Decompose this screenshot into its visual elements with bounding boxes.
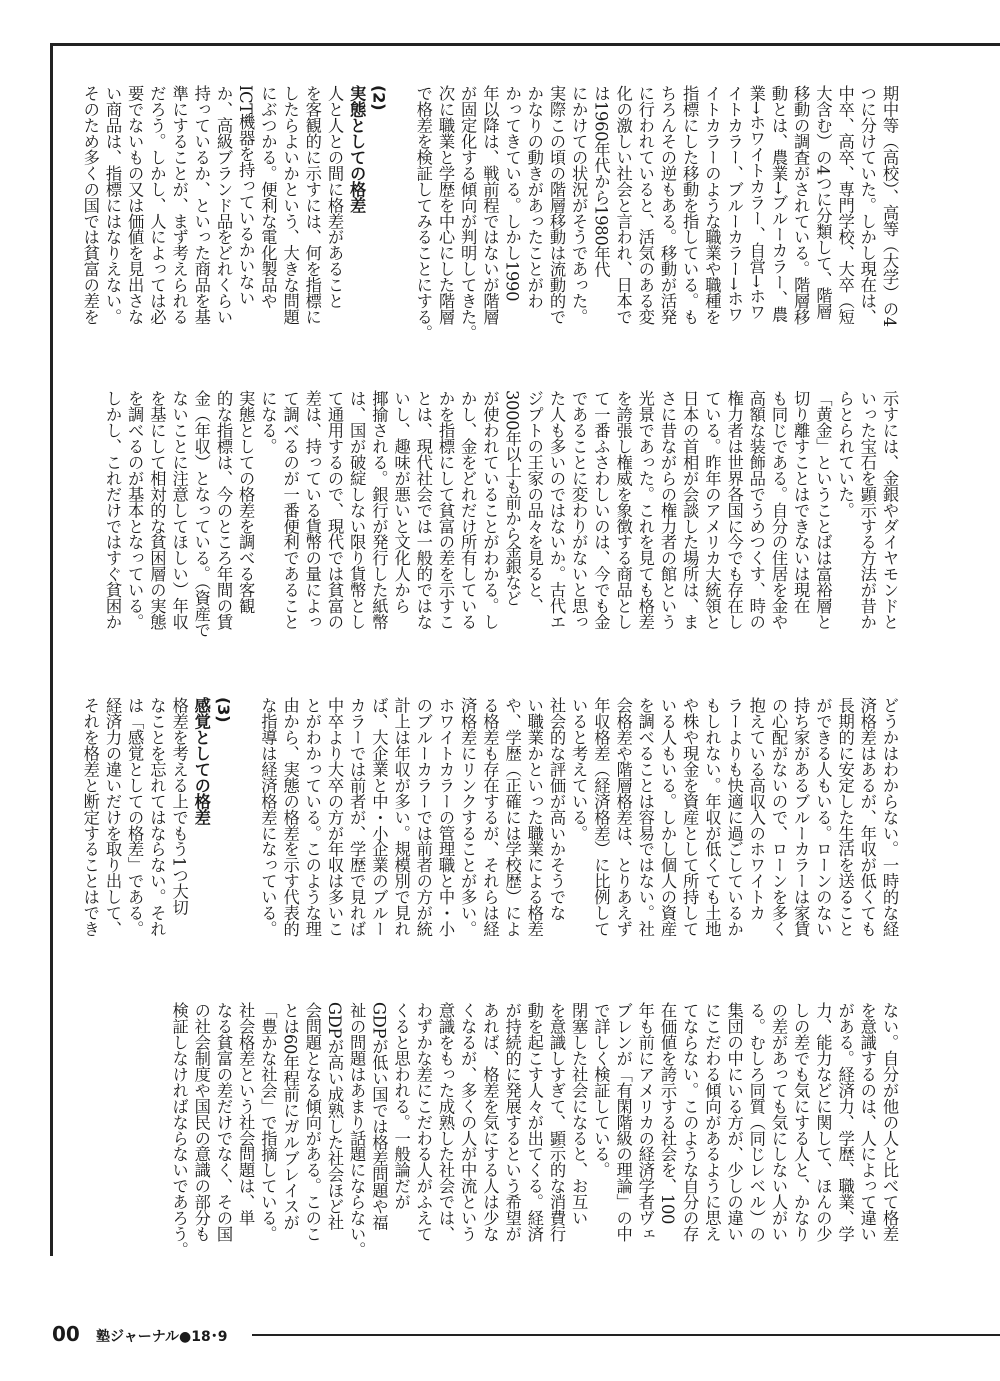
text-column: ブレンが「有閑階級の理論」の中 [613, 1002, 633, 1242]
text-column: したらよいかという、大きな問題 [280, 85, 300, 325]
text-column: なことを忘れてはならない。それ [147, 697, 167, 937]
text-column: もしれない。年収が低くても土地 [702, 697, 722, 937]
text-column: かってきている。しかし1990 [502, 85, 522, 302]
text-column: 高額な装飾品でうめつくす、時の [746, 390, 766, 630]
text-column: 化の激しい社会と言われ、日本で [613, 85, 633, 325]
text-row-2 [78, 390, 900, 672]
text-column: 日本の首相が会談した場所は、ま [680, 390, 700, 630]
text-column: 持ち家があるブルーカラーは家賃 [791, 697, 811, 937]
text-column: ラーよりも快適に過ごしているか [724, 697, 744, 937]
text-column: になる。 [258, 390, 278, 454]
text-column: や株や現金を資産として所持して [680, 697, 700, 937]
text-column: は「感覚としての格差」である。 [125, 697, 145, 937]
text-column: 動とは、農業→ブルーカラー、農 [769, 85, 788, 323]
text-column: いし、趣味が悪いと文化人から [391, 390, 411, 614]
text-column: 済格差にリンクすることが多い。 [458, 697, 478, 937]
text-column: い商品は、指標にはなりえない。 [103, 85, 122, 325]
text-column: 要でないもの又は価値を見出さな [125, 85, 145, 325]
text-column: なる貧富の差だけでなく、その国 [214, 1002, 233, 1242]
text-column: いる人もいる。しかし個人の資産 [658, 697, 677, 937]
text-column: や、学歴（正確には学校歴）によ [502, 697, 522, 937]
text-column: さに昔ながらの権力者の館という [658, 390, 677, 630]
text-column: 「豊かな社会」で指摘している。 [258, 1002, 278, 1242]
text-column: 切り離すことはできないは現在 [791, 390, 811, 614]
text-column: カラーでは前者が、学歴で見れば [347, 697, 367, 937]
text-column: る格差も存在するが、それらは経 [480, 697, 500, 937]
text-column: 年も前にアメリカの経済学者ヴェ [635, 1002, 655, 1242]
text-column: か、高級ブランド品をどれくらい [214, 85, 233, 325]
text-column: 金（年収）となっている。（資産で [191, 390, 211, 638]
text-column: くなるが、多くの人が中流という [458, 1002, 478, 1242]
text-column: 指標にした移動を指している。も [680, 85, 700, 325]
section-heading-column: 実態としての格差 [347, 85, 367, 213]
footer-rule [252, 1334, 1000, 1336]
text-column: 移動の調査がされている。階層移 [791, 85, 811, 325]
text-column: イトカラー、ブルーカラー→ホワ [724, 85, 744, 323]
text-column: わずかな差にこだわる人がふえて [413, 1002, 433, 1242]
text-column: 長期的に安定した生活を送ること [835, 697, 855, 937]
text-column: くると思われる。一般論だが [391, 1002, 411, 1210]
text-column: いると考えている。 [569, 697, 589, 841]
text-column: て一番ふさわしいのは、今でも金 [591, 390, 611, 630]
text-column: 年収格差（経済格差）に比例して [591, 697, 611, 937]
text-column: 意識をもった成熟した社会では、 [436, 1002, 455, 1242]
text-row-4 [78, 1002, 900, 1284]
text-column: かを指標にして貧富の差を示すこ [436, 390, 455, 630]
text-column: ないことに注意してほしい）年収 [169, 390, 189, 630]
text-column: が固定化する傾向が判明してきた。 [458, 85, 478, 341]
text-column: を基にして相対的な貧困層の実態 [147, 390, 167, 630]
text-column: ジプトの王家の品々を見ると、 [524, 390, 544, 614]
text-column: 差は、持っている貨幣の量によっ [302, 390, 322, 630]
section-heading-column: 感覚としての格差 [191, 697, 211, 825]
text-column: あれば、格差を気にする人は少な [480, 1002, 500, 1242]
page-frame-left-rule [50, 43, 53, 1256]
text-column: で詳しく検証している。 [591, 1002, 611, 1178]
text-column: も同じである。自分の住居を金や [769, 390, 788, 630]
text-column: 実態としての格差を調べる客観 [236, 390, 256, 614]
text-column: 集団の中にいる方が、少しの違い [724, 1002, 744, 1242]
text-column: 的な指標は、今のところ年間の賃 [214, 390, 233, 630]
text-column: て調べるのが一番便利であること [280, 390, 300, 630]
text-column: 由から、実態の格差を示す代表的 [280, 697, 300, 937]
text-column: ICT機器を持っているかいない [236, 85, 256, 306]
text-column: 持っているか、といった商品を基 [191, 85, 211, 325]
text-column: ない。自分が他の人と比べて格差 [880, 1002, 899, 1242]
text-column: らとられていた。 [835, 390, 855, 518]
text-column: 期中等（高校）、高等（大学）の4 [880, 85, 899, 327]
text-column: しの差でも気にする人と、かなり [791, 1002, 811, 1242]
text-column: に行われていると、活気のある変 [635, 85, 655, 325]
text-column: が持続的に発展するという希望が [502, 1002, 522, 1242]
text-column: 中卒より大卒の方が年収は多いこ [325, 697, 344, 937]
text-column: 閉塞した社会になると、お互い [569, 1002, 589, 1226]
text-column: 経済力の違いだけを取り出して、 [103, 697, 122, 937]
text-row-3 [78, 697, 900, 979]
text-column: 実際この頃の階層移動は流動的で [547, 85, 566, 325]
text-column: イトカラーのような職業や職種を [702, 85, 722, 325]
text-column: GDPが低い国では格差問題や福 [369, 1002, 389, 1230]
text-column: た人も多いのではないか。古代エ [547, 390, 566, 630]
text-column: ている。昨年のアメリカ大統領と [702, 390, 722, 630]
text-column: 会格差や階層格差は、とりあえず [613, 697, 633, 937]
text-column: のブルーカラーでは前者の方が統 [413, 697, 433, 937]
text-column: ば、大企業と中・小企業のブルー [369, 697, 389, 937]
text-column: い職業かといった職業による格差 [524, 697, 544, 937]
text-column: 業→ホワイトカラー、自営→ホワ [746, 85, 766, 320]
text-column: 済格差はあるが、年収が低くても [857, 697, 877, 937]
text-column: で格差を検証してみることにする。 [413, 85, 433, 341]
text-column: 年以降は、戦前程ではないが階層 [480, 85, 500, 325]
text-column: を客観的に示すには、何を指標に [302, 85, 322, 325]
text-column: 計上は年収が多い。規模別で見れ [391, 697, 411, 937]
text-column: は、国が破綻しない限り貨幣とし [347, 390, 367, 630]
text-column: ちろんその逆もある。移動が活発 [658, 85, 677, 325]
text-column: とがわかっている。このような理 [302, 697, 322, 937]
text-column: を調べることは容易ではない。社 [635, 697, 655, 937]
text-column: だろう。しかし、人によっては必 [147, 85, 167, 325]
section-heading-column: (2) [369, 85, 389, 111]
text-column: 在価値を誇示する社会を、100 [658, 1002, 677, 1225]
text-column: 会問題となる傾向がある。このこ [302, 1002, 322, 1242]
text-column: 人と人との間に格差があること [325, 85, 344, 309]
text-column: とは、現代社会では一般的ではな [413, 390, 433, 630]
text-column: それを格差と断定することはでき [80, 697, 100, 937]
text-row-1 [78, 85, 900, 367]
text-column: 3000年以上も前から金銀など [502, 390, 522, 607]
text-column: 中卒、高卒、専門学校、大卒（短 [835, 85, 855, 325]
section-heading-column: (3) [214, 697, 233, 723]
text-column: 社会的な評価が高いかそうでな [547, 697, 566, 921]
text-column: が使われていることがわかる。し [480, 390, 500, 630]
text-column: 準にすることが、まず考えられる [169, 85, 189, 325]
text-column: を誇張し権威を象徴する商品とし [613, 390, 633, 630]
text-column: にぶつかる。便利な電化製品や [258, 85, 278, 309]
text-column: がある。経済力、学歴、職業、学 [835, 1002, 855, 1242]
text-column: て通用するので、現代では貧富の [325, 390, 344, 630]
text-column: GDPが高い成熟した社会ほど社 [325, 1002, 344, 1230]
text-column: かし、金をどれだけ所有している [458, 390, 478, 630]
text-column: ができる人もいる。ローンのない [813, 697, 833, 937]
text-column: を意識しすぎて、顕示的な消費行 [547, 1002, 566, 1242]
text-column: 大含む）の4つに分類して、階層 [813, 85, 833, 319]
text-column: な指導は経済格差になっている。 [258, 697, 278, 937]
text-column: 揶揄される。銀行が発行した紙幣 [369, 390, 389, 630]
text-column: 格差を考える上でもう1つ大切 [169, 697, 189, 915]
page-number: 00 [52, 1322, 80, 1346]
text-column: の心配がないので、ローンを多く [769, 697, 788, 937]
text-column: の社会制度や国民の意識の部分も [191, 1002, 211, 1242]
text-column: の差があっても気にしない人がい [769, 1002, 788, 1242]
text-column: 次に職業と学歴を中心にした階層 [436, 85, 455, 325]
text-column: を調べるのが基本となっている。 [125, 390, 145, 630]
text-column: る。むしろ同質（同じレベル）の [746, 1002, 766, 1242]
text-column: てならない。このような自分の存 [680, 1002, 700, 1242]
text-column: 権力者は世界各国に今でも存在し [724, 390, 744, 630]
text-column: どうかはわからない。一時的な経 [880, 697, 899, 937]
text-column: 光景であった。これを見ても格差 [635, 390, 655, 630]
text-column: いった宝石を顕示する方法が昔か [857, 390, 877, 630]
blank-column [390, 85, 412, 367]
text-column: 検証しなければならないであろう。 [169, 1002, 189, 1258]
text-column: 示すには、金銀やダイヤモンドと [880, 390, 899, 630]
text-column: を意識するのは、人によって違い [857, 1002, 877, 1242]
text-column: にかけての状況がそうであった。 [569, 85, 589, 325]
journal-footer: 塾ジャーナル●18･9 [96, 1329, 228, 1345]
text-column: にこだわる傾向があるように思え [702, 1002, 722, 1242]
text-column: であることに変わりがないと思っ [569, 390, 589, 630]
text-column: 抱えている高収入のホワイトカ [746, 697, 766, 921]
text-column: かなりの動きがあったことがわ [524, 85, 544, 309]
text-column: しかし、これだけではすぐ貧困か [103, 390, 122, 630]
text-column: 社会格差という社会問題は、単 [236, 1002, 256, 1226]
text-column: 力、能力などに関して、ほんの少 [813, 1002, 833, 1242]
text-column: つに分けていた。しかし現在は、 [857, 85, 877, 325]
text-column: 祉の問題はあまり話題にならない。 [347, 1002, 367, 1258]
text-column: ホワイトカラーの管理職と中・小 [436, 697, 455, 937]
text-column: そのため多くの国では貧富の差を [80, 85, 100, 325]
text-column: 動を起こす人々が出てくる。経済 [524, 1002, 544, 1242]
text-column: 「黄金」ということばは富裕層と [813, 390, 833, 630]
page-frame-top-rule [50, 43, 1000, 46]
text-column: とは60年程前にガルブレイスが [280, 1002, 300, 1230]
text-column: は1960年代から1980年代 [591, 85, 611, 278]
blank-column [234, 697, 256, 979]
